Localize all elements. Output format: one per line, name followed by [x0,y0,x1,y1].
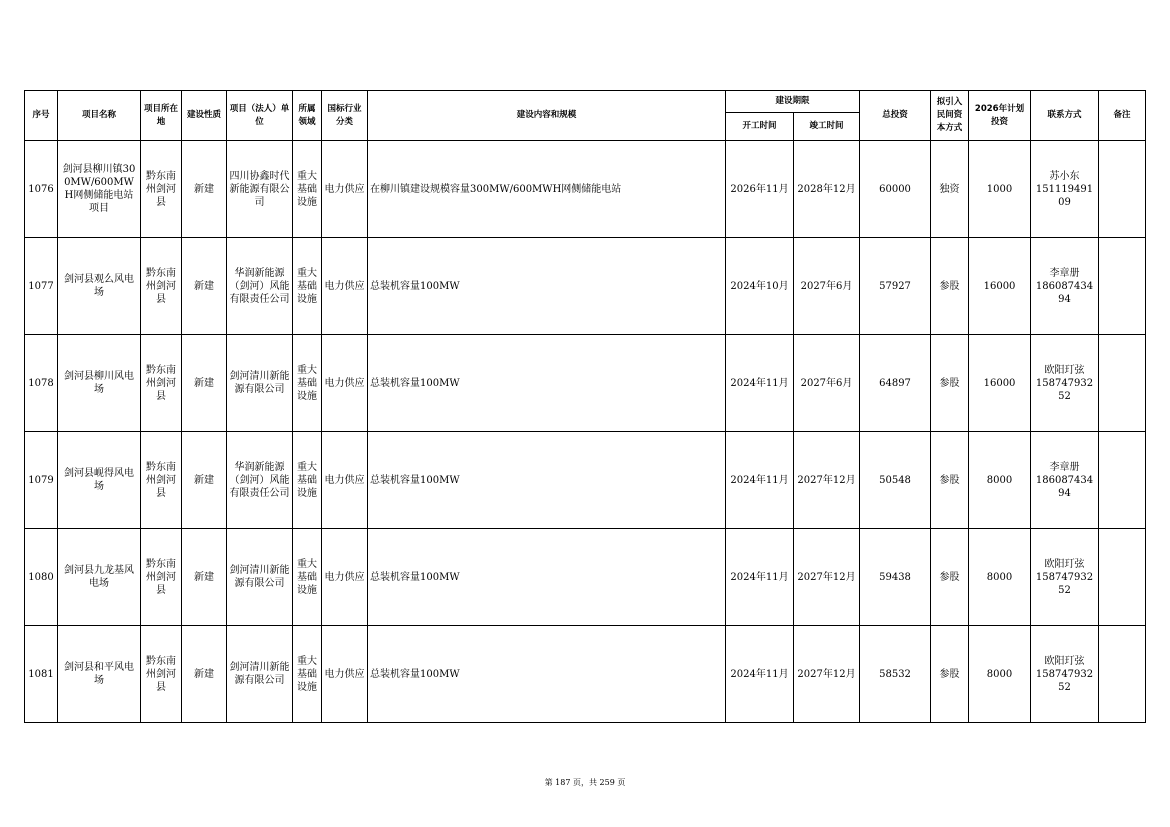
cell-contact [1031,529,1099,626]
cell-capital: 参股 [931,335,969,432]
header-total: 总投资 [860,91,931,141]
cell-nature: 新建 [182,432,227,529]
contact-name: 苏小东 [1049,170,1080,182]
contact-phone: 15874793252 [1035,668,1094,693]
contact-phone: 15874793252 [1035,571,1094,596]
table-row [25,141,1146,238]
cell-remark [1099,432,1146,529]
project-table [24,90,1146,723]
cell-total: 64897 [860,335,931,432]
table-row [25,432,1146,529]
cell-plan: 8000 [969,432,1031,529]
cell-remark [1099,335,1146,432]
cell-total: 57927 [860,238,931,335]
cell-remark [1099,626,1146,723]
header-content: 建设内容和规模 [368,91,726,141]
cell-unit: 剑河清川新能源有限公司 [227,529,293,626]
cell-content: 总装机容量100MW [368,238,726,335]
cell-capital: 独资 [931,141,969,238]
cell-content: 总装机容量100MW [368,432,726,529]
header-location: 项目所在地 [141,91,182,141]
cell-location: 黔东南州剑河县 [141,335,182,432]
cell-unit: 四川协鑫时代新能源有限公司 [227,141,293,238]
page-footer: 第 187 页，共 259 页 [544,778,626,787]
header-field: 所属领域 [293,91,322,141]
cell-seq: 1081 [25,626,58,723]
cell-end: 2027年12月 [794,529,860,626]
contact-name: 欧阳玎弦 [1044,655,1085,667]
cell-seq: 1080 [25,529,58,626]
cell-plan: 16000 [969,335,1031,432]
cell-industry: 电力供应 [322,238,368,335]
table-row [25,626,1146,723]
contact-phone: 15874793252 [1035,377,1094,402]
cell-name: 剑河县九龙基风电场 [58,529,141,626]
cell-industry: 电力供应 [322,529,368,626]
cell-location: 黔东南州剑河县 [141,432,182,529]
contact-phone: 18608743494 [1035,280,1094,305]
cell-name: 剑河县柳川风电场 [58,335,141,432]
cell-start: 2024年11月 [726,626,794,723]
cell-total: 59438 [860,529,931,626]
header-end: 竣工时间 [794,113,860,141]
cell-content: 总装机容量100MW [368,626,726,723]
cell-nature: 新建 [182,141,227,238]
cell-plan: 16000 [969,238,1031,335]
cell-name: 剑河县柳川镇300MW/600MWH网侧储能电站项目 [58,141,141,238]
cell-capital: 参股 [931,529,969,626]
cell-total: 58532 [860,626,931,723]
cell-industry: 电力供应 [322,432,368,529]
header-unit: 项目（法人）单位 [227,91,293,141]
cell-contact [1031,432,1099,529]
cell-seq: 1079 [25,432,58,529]
cell-plan: 8000 [969,626,1031,723]
cell-location: 黔东南州剑河县 [141,238,182,335]
contact-phone: 18608743494 [1035,474,1094,499]
cell-field: 重大基础设施 [293,238,322,335]
header-plan: 2026年计划投资 [969,91,1031,141]
cell-capital: 参股 [931,238,969,335]
cell-name: 剑河县岘得风电场 [58,432,141,529]
cell-field: 重大基础设施 [293,529,322,626]
cell-end: 2028年12月 [794,141,860,238]
cell-remark [1099,529,1146,626]
cell-total: 60000 [860,141,931,238]
contact-name: 欧阳玎弦 [1044,364,1085,376]
contact-name: 李章册 [1049,461,1080,473]
cell-industry: 电力供应 [322,141,368,238]
cell-unit: 剑河清川新能源有限公司 [227,335,293,432]
contact-name: 李章册 [1049,267,1080,279]
table-row [25,335,1146,432]
cell-end: 2027年6月 [794,335,860,432]
cell-seq: 1078 [25,335,58,432]
cell-contact [1031,141,1099,238]
cell-end: 2027年6月 [794,238,860,335]
cell-capital: 参股 [931,626,969,723]
cell-end: 2027年12月 [794,432,860,529]
cell-remark [1099,238,1146,335]
cell-field: 重大基础设施 [293,335,322,432]
cell-nature: 新建 [182,529,227,626]
cell-content: 在柳川镇建设规模容量300MW/600MWH网侧储能电站 [368,141,726,238]
table-row [25,529,1146,626]
cell-industry: 电力供应 [322,335,368,432]
cell-field: 重大基础设施 [293,432,322,529]
cell-unit: 华润新能源（剑河）风能有限责任公司 [227,432,293,529]
header-contact: 联系方式 [1031,91,1099,141]
cell-seq: 1077 [25,238,58,335]
cell-contact [1031,238,1099,335]
cell-start: 2024年11月 [726,432,794,529]
cell-contact [1031,626,1099,723]
cell-unit: 剑河清川新能源有限公司 [227,626,293,723]
header-nature: 建设性质 [182,91,227,141]
cell-remark [1099,141,1146,238]
cell-end: 2027年12月 [794,626,860,723]
cell-nature: 新建 [182,335,227,432]
cell-location: 黔东南州剑河县 [141,141,182,238]
cell-name: 剑河县观么风电场 [58,238,141,335]
header-start: 开工时间 [726,113,794,141]
cell-content: 总装机容量100MW [368,335,726,432]
cell-nature: 新建 [182,238,227,335]
header-name: 项目名称 [58,91,141,141]
header-period: 建设期限 [726,91,860,113]
cell-start: 2024年11月 [726,529,794,626]
contact-phone: 15111949109 [1035,183,1094,208]
cell-unit: 华润新能源（剑河）风能有限责任公司 [227,238,293,335]
cell-field: 重大基础设施 [293,141,322,238]
cell-contact [1031,335,1099,432]
cell-plan: 1000 [969,141,1031,238]
cell-plan: 8000 [969,529,1031,626]
cell-industry: 电力供应 [322,626,368,723]
cell-content: 总装机容量100MW [368,529,726,626]
header-capital: 拟引入民间资本方式 [931,91,969,141]
cell-start: 2024年10月 [726,238,794,335]
cell-capital: 参股 [931,432,969,529]
cell-total: 50548 [860,432,931,529]
cell-nature: 新建 [182,626,227,723]
cell-location: 黔东南州剑河县 [141,529,182,626]
contact-name: 欧阳玎弦 [1044,558,1085,570]
header-industry: 国标行业分类 [322,91,368,141]
cell-location: 黔东南州剑河县 [141,626,182,723]
cell-start: 2026年11月 [726,141,794,238]
header-seq: 序号 [25,91,58,141]
cell-start: 2024年11月 [726,335,794,432]
cell-seq: 1076 [25,141,58,238]
table-row [25,238,1146,335]
cell-field: 重大基础设施 [293,626,322,723]
header-remark: 备注 [1099,91,1146,141]
cell-name: 剑河县和平风电场 [58,626,141,723]
